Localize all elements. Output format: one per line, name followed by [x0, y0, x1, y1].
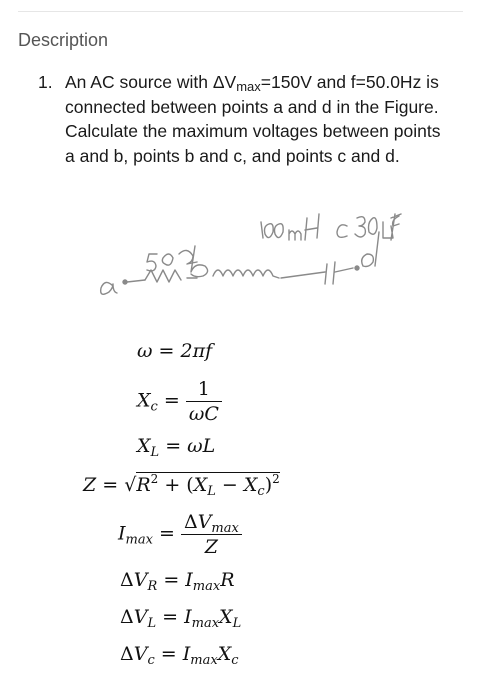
inductor — [213, 270, 279, 278]
label-b — [191, 246, 208, 277]
label-d — [362, 232, 379, 267]
capacitor — [281, 262, 353, 284]
top-divider — [18, 11, 463, 12]
equation-xl: $X_L = \omega L$ — [137, 435, 216, 460]
label-resistor — [147, 250, 197, 270]
equation-xc: $X_c$ = $\frac{1}{\omega C}$ — [137, 377, 222, 426]
problem-text: An AC source with $\Delta V_{max}=150V$ and f=50.0Hz is connected between points a and d in the Figure. Calculate the maximum voltages between points a and b, points b and c, and points c and d. — [65, 72, 441, 166]
equation-imax: $I_{max}$ = $\frac{\Delta V_{max}}{Z}$ — [118, 510, 242, 559]
equation-omega: ω = 2πf — [137, 340, 213, 362]
label-inductor — [261, 214, 319, 240]
circuit-sketch — [95, 196, 465, 306]
equation-vc: $\Delta V_c = I_{max}X_c$ — [120, 643, 239, 668]
problem-number: 1. — [38, 72, 53, 92]
resistor — [145, 270, 181, 282]
label-a — [101, 282, 117, 294]
label-capacitor — [337, 214, 401, 240]
section-title: Description — [18, 30, 109, 50]
equation-vl: $\Delta V_L = I_{max}X_L$ — [120, 606, 242, 631]
equation-vr: $\Delta V_R = I_{max}R$ — [120, 569, 235, 594]
equation-z: $Z = √R^2 + (X_L - X_c)^2$ — [83, 472, 280, 499]
